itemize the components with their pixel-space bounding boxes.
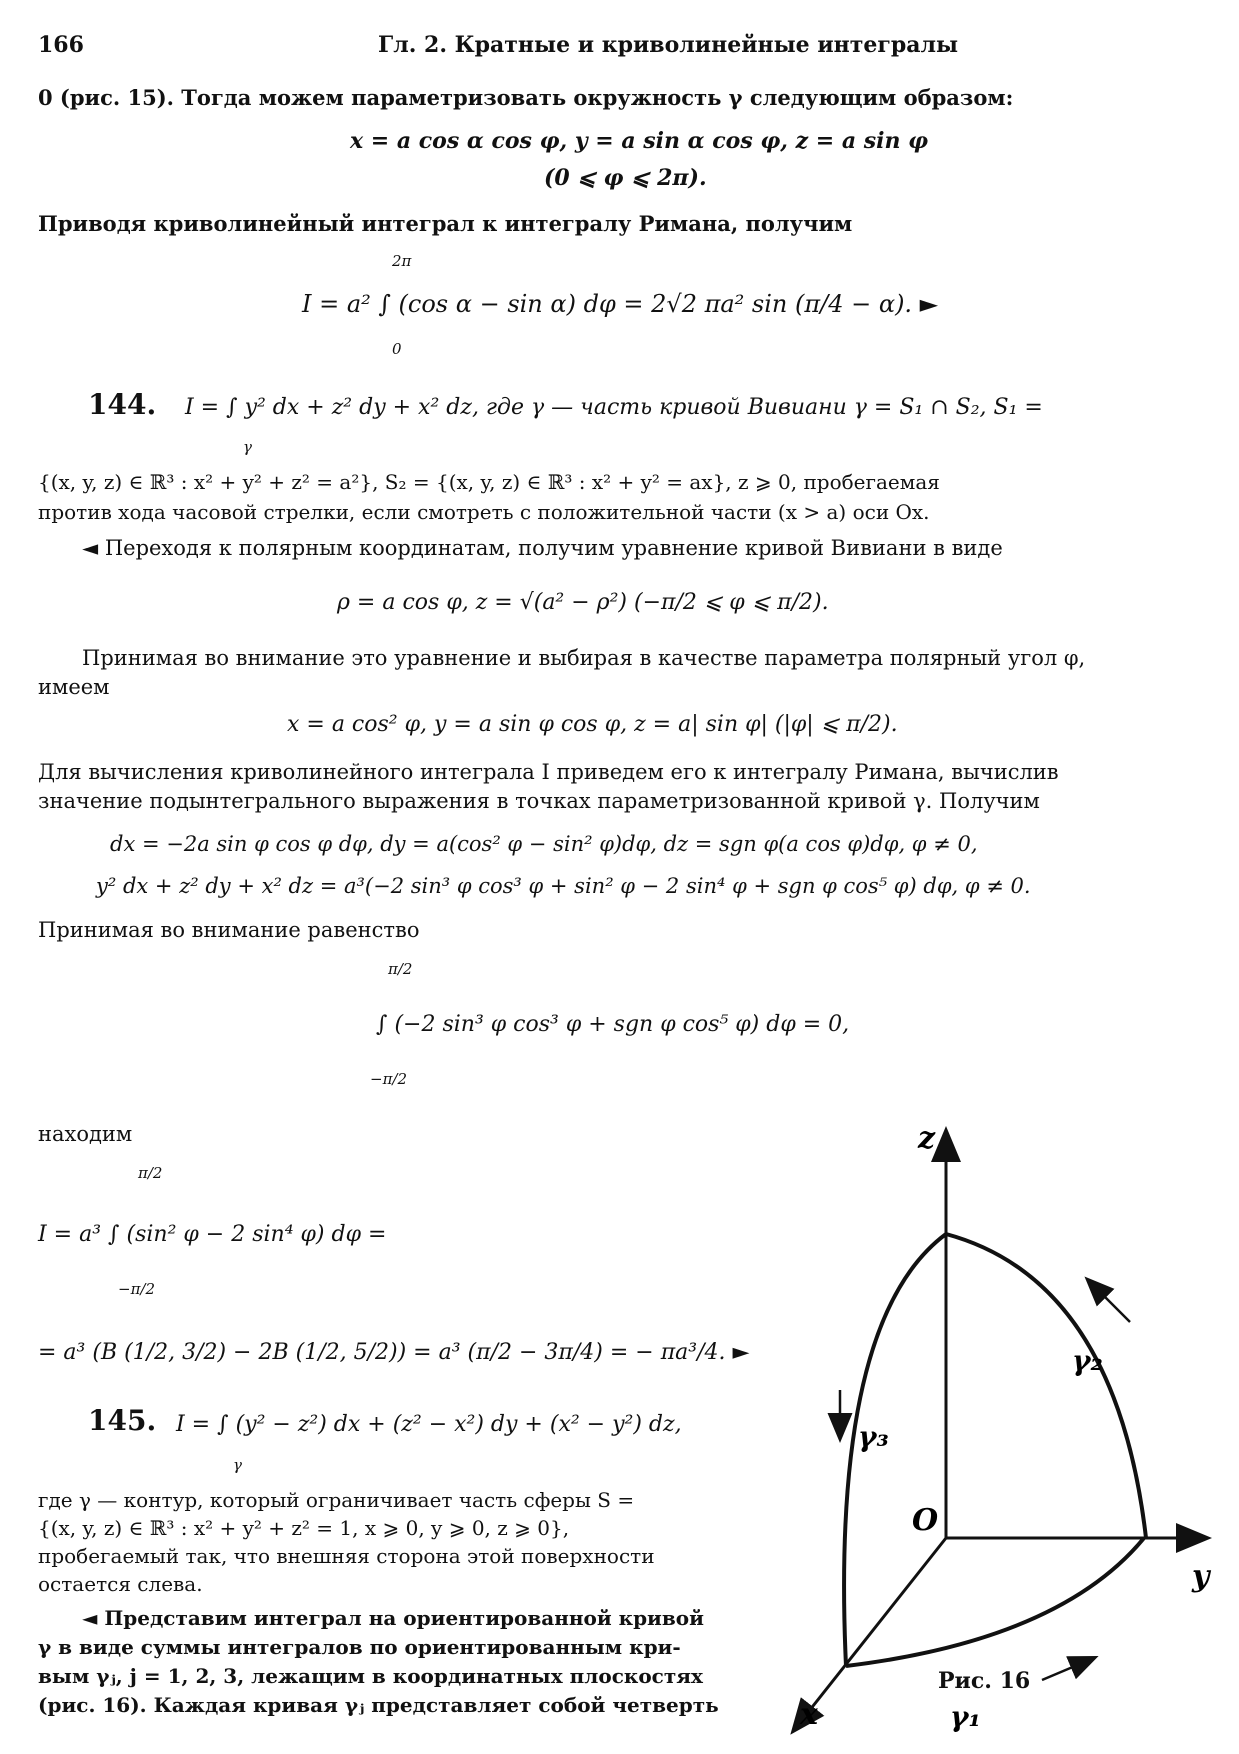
label-origin: O	[912, 1503, 939, 1538]
problem-145-number: 145.	[88, 1404, 157, 1437]
problem-145-statement: I = ∫ (y² − z²) dx + (z² − x²) dy + (x² − y²) dz,	[176, 1412, 682, 1437]
solution-144-line-6: Принимая во внимание равенство	[38, 918, 420, 942]
problem-145-line-3: {(x, y, z) ∈ ℝ³ : x² + y² + z² = 1, x ⩾ 0, y ⩾ 0, z ⩾ 0},	[38, 1516, 570, 1540]
solution-144-line-5: значение подынтегрального выражения в точках параметризованной кривой γ. Получим	[38, 789, 1040, 813]
equation-parametrization: x = a cos α cos φ, y = a sin α cos φ, z = a sin φ	[350, 128, 929, 154]
integral-8-upper: π/2	[138, 1164, 163, 1182]
text-line-2: Приводя криволинейный интеграл к интегралу Римана, получим	[38, 211, 853, 236]
integral-lower-limit: 0	[392, 340, 402, 358]
equation-viviani-param: x = a cos² φ, y = a sin φ cos φ, z = a| sin φ| (|φ| ⩽ π/2).	[287, 712, 898, 737]
problem-145-line-2: где γ — контур, который ограничивает часть сферы S =	[38, 1488, 635, 1512]
integral-7-lower: −π/2	[370, 1070, 408, 1088]
equation-integrand: y² dx + z² dy + x² dz = a³(−2 sin³ φ cos³ φ + sin² φ − 2 sin⁴ φ + sgn φ cos⁵ φ) dφ, φ ≠ 0.	[96, 874, 1031, 898]
solution-145-line-3: вым γⱼ, j = 1, 2, 3, лежащим в координатных плоскостях	[38, 1664, 703, 1688]
solution-144-line-2: Принимая во внимание это уравнение и выбирая в качестве параметра полярный угол φ,	[82, 646, 1086, 670]
equation-result-integral: I = a³ ∫ (sin² φ − 2 sin⁴ φ) dφ =	[38, 1222, 387, 1247]
problem-144-number: 144.	[88, 388, 157, 421]
equation-differentials: dx = −2a sin φ cos φ dφ, dy = a(cos² φ − sin² φ)dφ, dz = sgn φ(a cos φ)dφ, φ ≠ 0,	[110, 832, 978, 856]
solution-144-line-4: Для вычисления криволинейного интеграла I приведем его к интегралу Римана, вычислив	[38, 760, 1059, 784]
solution-144-line-1: ◄ Переходя к полярным координатам, получим уравнение кривой Вивиани в виде	[82, 536, 1003, 560]
curve-gamma2	[946, 1234, 1146, 1538]
figure-16	[760, 1120, 1220, 1740]
equation-zero-integral: ∫ (−2 sin³ φ cos³ φ + sgn φ cos⁵ φ) dφ = 0,	[376, 1012, 850, 1037]
problem-144-line-3: против хода часовой стрелки, если смотреть с положительной части (x > a) оси Ox.	[38, 500, 930, 524]
solution-145-line-4: (рис. 16). Каждая кривая γⱼ представляет собой четверть	[38, 1693, 719, 1717]
problem-144-statement: I = ∫ y² dx + z² dy + x² dz, где γ — часть кривой Вивиани γ = S₁ ∩ S₂, S₁ =	[185, 395, 1043, 420]
arrow-gamma1	[1042, 1658, 1094, 1680]
page-number: 166	[38, 32, 84, 58]
problem-145-line-5: остается слева.	[38, 1572, 203, 1596]
solution-144-line-3: имеем	[38, 675, 110, 699]
running-head: Гл. 2. Кратные и криволинейные интегралы	[378, 32, 959, 58]
equation-riemann-integral: I = a² ∫ (cos α − sin α) dφ = 2√2 πa² sin (π/4 − α). ►	[302, 290, 939, 318]
equation-beta-result: = a³ (B (1/2, 3/2) − 2B (1/2, 5/2)) = a³ (π/2 − 3π/4) = − πa³/4. ►	[38, 1340, 750, 1365]
problem-145-line-4: пробегаемый так, что внешняя сторона этой поверхности	[38, 1544, 655, 1568]
solution-145-line-1: ◄ Представим интеграл на ориентированной кривой	[82, 1606, 704, 1630]
label-gamma2: γ₂	[1072, 1344, 1103, 1377]
label-x: x	[800, 1697, 818, 1732]
arrow-gamma2	[1088, 1280, 1130, 1322]
label-y: y	[1192, 1559, 1210, 1594]
equation-viviani-polar: ρ = a cos φ, z = √(a² − ρ²) (−π/2 ⩽ φ ⩽ π/2).	[337, 590, 829, 615]
problem-145-integral-lower: γ	[233, 1456, 242, 1474]
solution-144-line-7: находим	[38, 1122, 133, 1146]
label-z: z	[918, 1121, 936, 1156]
problem-144-line-2: {(x, y, z) ∈ ℝ³ : x² + y² + z² = a²}, S₂ = {(x, y, z) ∈ ℝ³ : x² + y² = ax}, z ⩾ 0, пробегаемая	[38, 470, 940, 494]
page-header	[38, 28, 1208, 64]
curve-gamma1	[846, 1538, 1144, 1666]
integral-7-upper: π/2	[388, 960, 413, 978]
problem-144-integral-lower: γ	[243, 438, 252, 456]
integral-upper-limit: 2π	[392, 252, 412, 270]
label-gamma3: γ₃	[858, 1420, 889, 1453]
solution-145-line-2: γ в виде суммы интегралов по ориентированным кри-	[38, 1635, 681, 1659]
figure-caption: Рис. 16	[938, 1668, 1031, 1694]
integral-8-lower: −π/2	[118, 1280, 156, 1298]
text-line-1: 0 (рис. 15). Тогда можем параметризовать окружность γ следующим образом:	[38, 85, 1014, 110]
equation-range: (0 ⩽ φ ⩽ 2π).	[544, 165, 707, 191]
label-gamma1: γ₁	[950, 1700, 981, 1733]
